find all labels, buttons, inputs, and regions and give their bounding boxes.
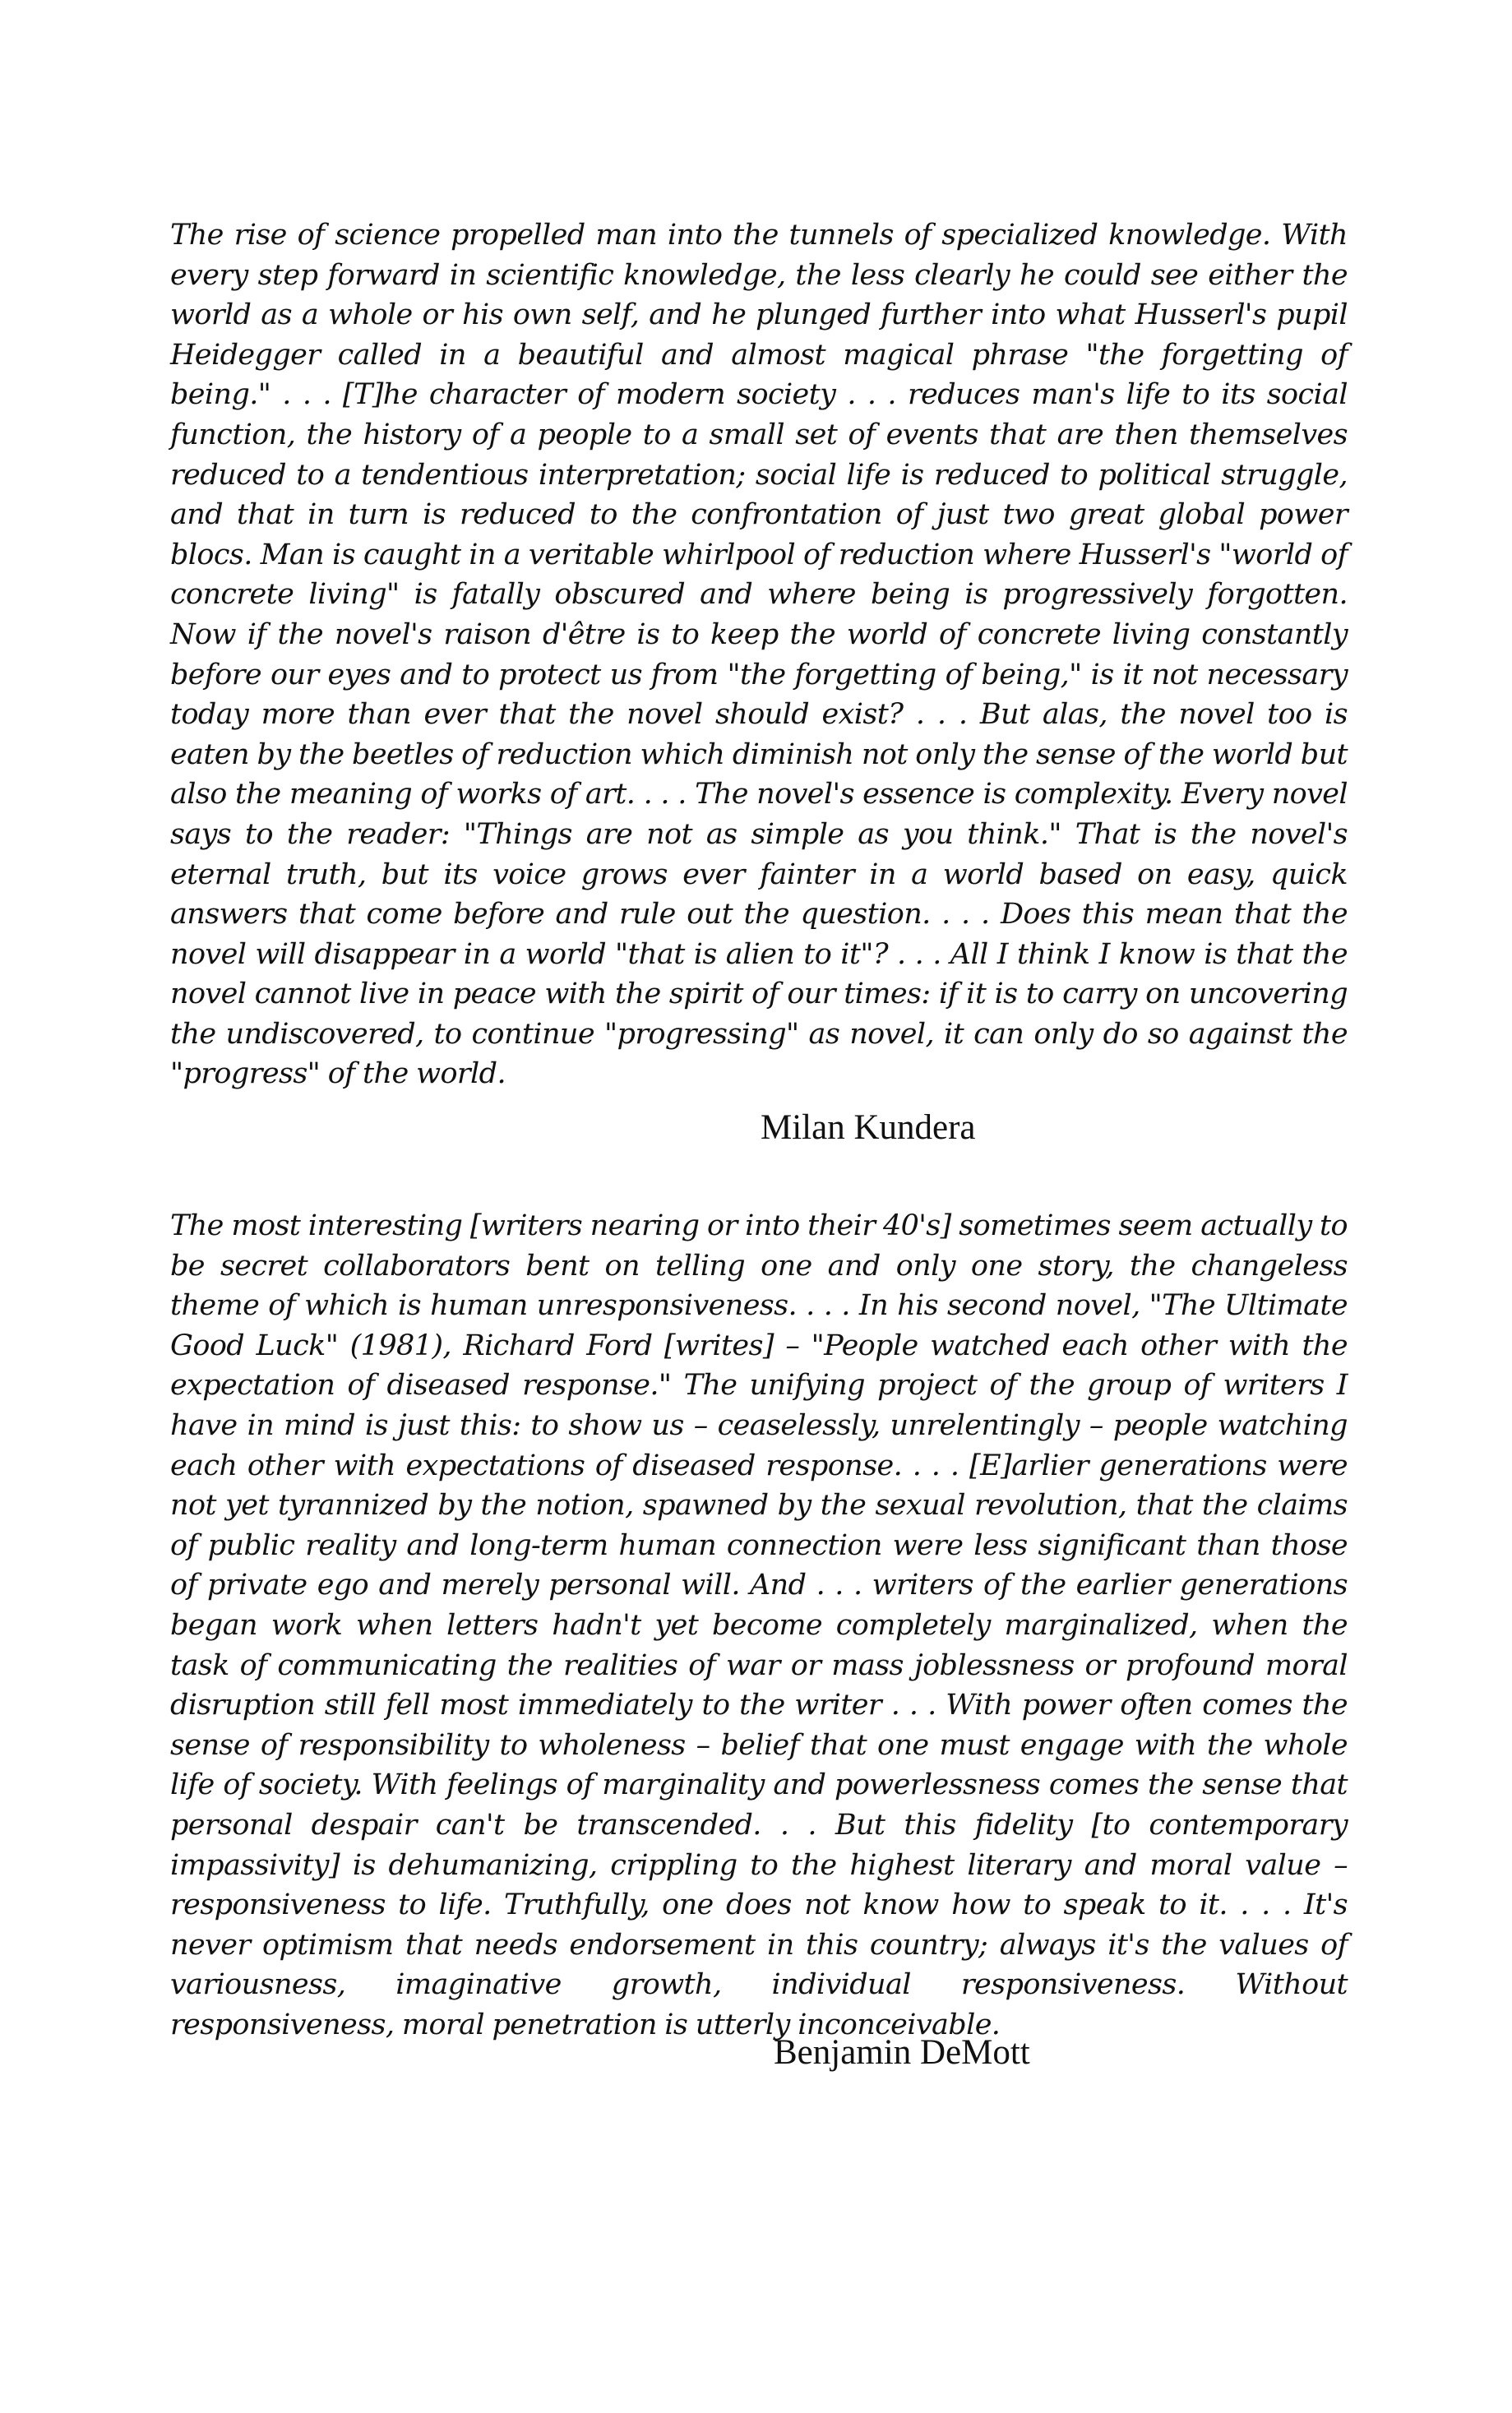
- attribution-kundera: Milan Kundera: [761, 1108, 976, 1147]
- quote-kundera: The rise of science propelled man into the tunnels of specialized knowledge. With every step forward in scientific knowledge, the less clearly he could see either the world as a whole or his own self, and he plunged further into what Husserl's pupil Heidegger called in a beautiful and almost magical phrase "the forgetting of being." . . . [T]he character of modern society . . . reduces man's life to its social function, the history of a people to a small set of events that are then themselves reduced to a tendentious interpretation; social life is reduced to political struggle, and that in turn is reduced to the confrontation of just two great global power blocs. Man is caught in a veritable whirlpool of reduction where Husserl's "world of concrete living" is fatally obscured and where being is progressively forgotten. Now if the novel's raison d'être is to keep the world of concrete living constantly before our eyes and to protect us from "the forgetting of being," is it not necessary today more than ever that the novel should exist? . . . But alas, the novel too is eaten by the beetles of reduction which diminish not only the sense of the world but also the meaning of works of art. . . . The novel's essence is complexity. Every novel says to the reader: "Things are not as simple as you think." That is the novel's eternal truth, but its voice grows ever fainter in a world based on easy, quick answers that come before and rule out the question. . . . Does this mean that the novel will disappear in a world "that is alien to it"? . . . All I think I know is that the novel cannot live in peace with the spirit of our times: if it is to carry on uncovering the undiscovered, to continue "progressing" as novel, it can only do so against the "progress" of the world.: [170, 219, 1348, 1091]
- quote-demott: The most interesting [writers nearing or into their 40's] sometimes seem actually to be secret collaborators bent on telling one and only one story, the changeless theme of which is human unresponsiveness. . . . In his second novel, "The Ultimate Good Luck" (1981), Richard Ford [writes] – "People watched each other with the expectation of diseased response." The unifying project of the group of writers I have in mind is just this: to show us – ceaselessly, unrelentingly – people watching each other with expectations of diseased response. . . . [E]arlier generations were not yet tyrannized by the notion, spawned by the sexual revolution, that the claims of public reality and long-term human connection were less significant than those of private ego and merely personal will. And . . . writers of the earlier generations began work when letters hadn't yet become completely marginalized, when the task of communicating the realities of war or mass joblessness or profound moral disruption still fell most immediately to the writer . . . With power often comes the sense of responsibility to wholeness – belief that one must engage with the whole life of society. With feelings of marginality and powerlessness comes the sense that personal despair can't be transcended. . . But this fidelity [to contemporary impassivity] is dehumanizing, crippling to the highest literary and moral value – responsiveness to life. Truthfully, one does not know how to speak to it. . . . It's never optimism that needs endorsement in this country; always it's the values of variousness, imaginative growth, individual responsiveness. Without responsiveness, moral penetration is utterly inconceivable.: [170, 1209, 1348, 2041]
- attribution-demott: Benjamin DeMott: [774, 2033, 1030, 2072]
